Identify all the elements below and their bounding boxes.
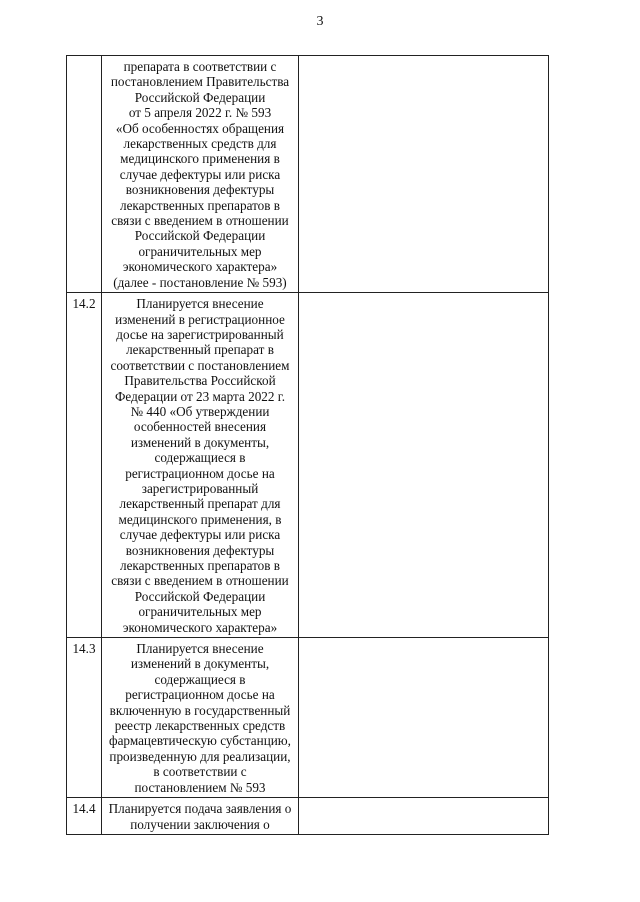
- description-line: Российской Федерации: [134, 588, 266, 604]
- description-line: Планируется подача заявления о: [108, 801, 292, 817]
- empty-cell: [299, 56, 549, 293]
- description-cell: [102, 293, 299, 638]
- item-number-cell: 14.2: [67, 293, 102, 638]
- table-row: [67, 293, 549, 638]
- description-line: изменений в документы,: [130, 434, 270, 450]
- description-line: регистрационном досье на: [125, 465, 275, 481]
- item-number-cell: 14.3: [67, 638, 102, 798]
- description-line: Планируется внесение: [136, 641, 264, 657]
- description-line: включенную в государственный: [109, 702, 291, 718]
- description-line: Федерации от 23 марта 2022 г.: [114, 388, 286, 404]
- description-line: связи с введением в отношении: [111, 573, 289, 589]
- description-line: экономического характера»: [122, 259, 278, 275]
- description-line: содержащиеся в: [154, 450, 246, 466]
- description-line: случае дефектуры или риска: [119, 166, 281, 182]
- description-line: препарата в соответствии с: [123, 59, 277, 74]
- description-line: «Об особенностях обращения: [115, 120, 285, 136]
- description-line: постановлением Правительства: [110, 74, 290, 90]
- item-number-cell: [67, 56, 102, 293]
- description-line: постановлением № 593: [134, 779, 266, 795]
- description-line: лекарственный препарат для: [119, 496, 281, 512]
- description-line: лекарственных препаратов в: [119, 558, 281, 573]
- description-line: изменений в документы,: [130, 656, 270, 672]
- description-line: фармацевтическую субстанцию,: [109, 733, 291, 749]
- description-line: медицинского применения в: [120, 151, 280, 167]
- table-row: [67, 638, 549, 798]
- description-line: лекарственных препаратов в: [119, 197, 281, 213]
- table-body: [67, 56, 549, 835]
- description-line: регистрационном досье на: [125, 687, 275, 703]
- table-row: [67, 798, 549, 835]
- table-row: [67, 56, 549, 293]
- description-line: ограничительных мер: [138, 243, 262, 259]
- description-line: № 440 «Об утверждении: [130, 403, 270, 419]
- page-number: 3: [316, 14, 324, 29]
- description-line: соответствии с постановлением: [110, 357, 290, 373]
- description-line: Российской Федерации: [134, 89, 266, 105]
- description-line: Правительства Российской: [124, 373, 276, 389]
- description-line: получении заключения о: [130, 816, 270, 832]
- description-cell: [102, 798, 299, 835]
- empty-cell: [299, 798, 549, 835]
- description-line: реестр лекарственных средств: [114, 718, 286, 734]
- description-line: медицинского применения, в: [118, 511, 282, 527]
- description-line: связи с введением в отношении: [111, 213, 289, 229]
- description-line: в соответствии с: [153, 764, 247, 780]
- description-line: Планируется внесение: [136, 296, 264, 312]
- description-line: содержащиеся в: [154, 671, 246, 687]
- description-line: ограничительных мер: [138, 604, 262, 620]
- item-number-cell: 14.4: [67, 798, 102, 835]
- description-line: экономического характера»: [122, 619, 278, 635]
- description-line: от 5 апреля 2022 г. № 593: [128, 105, 272, 121]
- description-line: изменений в регистрационное: [115, 311, 285, 327]
- description-line: досье на зарегистрированный: [116, 326, 284, 342]
- description-cell: [102, 56, 299, 293]
- description-line: возникновения дефектуры: [125, 182, 275, 198]
- description-line: зарегистрированный: [141, 480, 259, 496]
- description-line: особенностей внесения: [133, 419, 267, 435]
- description-line: возникновения дефектуры: [125, 542, 275, 558]
- description-line: лекарственных средств для: [123, 136, 277, 152]
- description-line: (далее - постановление № 593): [113, 274, 287, 290]
- empty-cell: [299, 293, 549, 638]
- document-table: [66, 55, 549, 835]
- description-line: Российской Федерации: [134, 228, 266, 244]
- empty-cell: [299, 638, 549, 798]
- description-cell: [102, 638, 299, 798]
- description-line: случае дефектуры или риска: [119, 527, 281, 543]
- description-line: произведенную для реализации,: [109, 748, 291, 764]
- description-line: лекарственный препарат в: [126, 342, 274, 358]
